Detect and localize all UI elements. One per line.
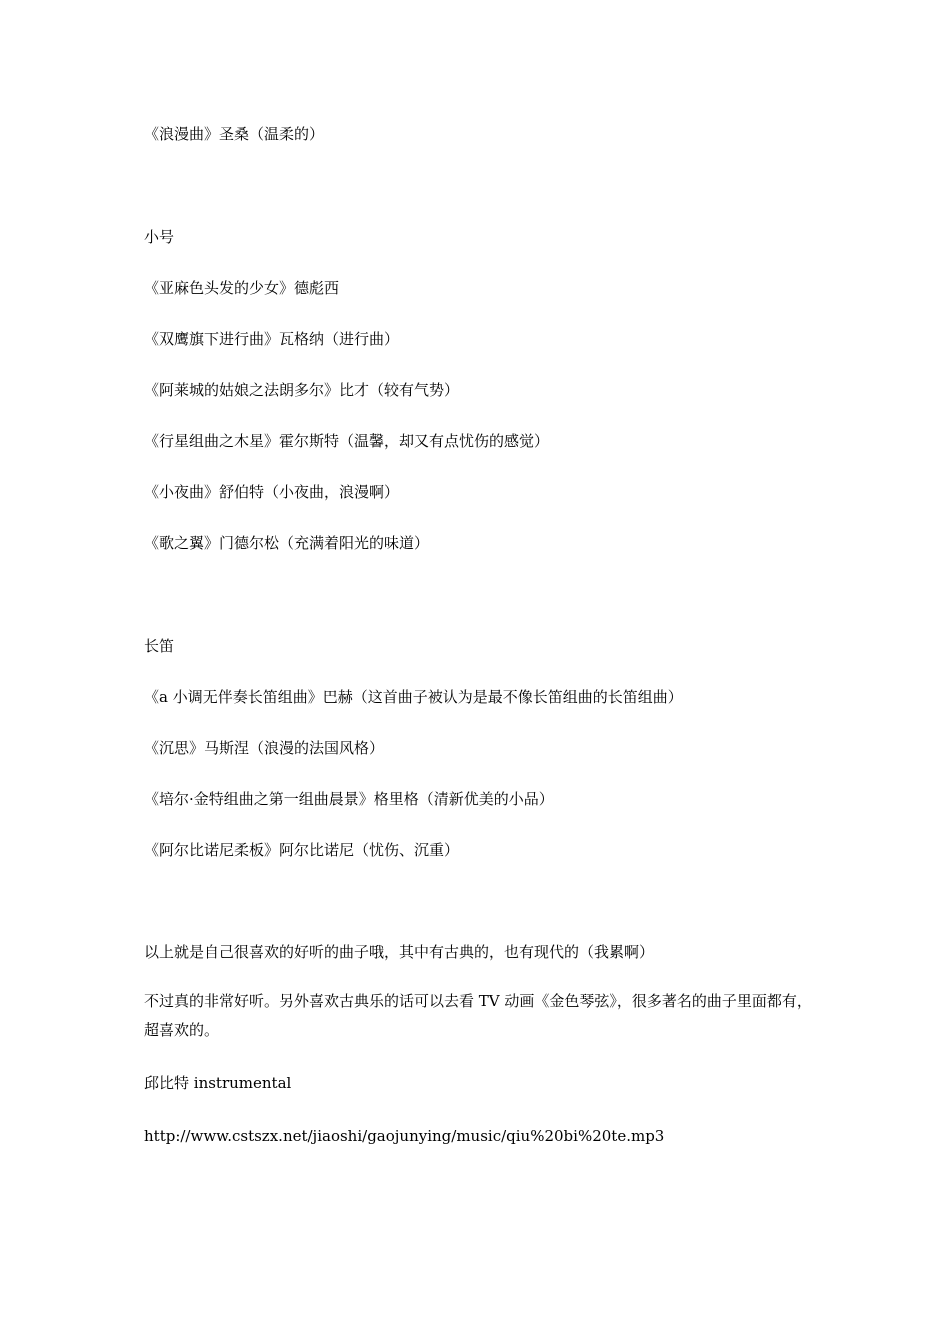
romance-line: 《浪漫曲》圣桑（温柔的） bbox=[144, 125, 325, 143]
trumpet-item: 《行星组曲之木星》霍尔斯特（温馨，却又有点忧伤的感觉） bbox=[144, 432, 550, 450]
summary-text: 以上就是自己很喜欢的好听的曲子哦，其中有古典的，也有现代的（我累啊） bbox=[144, 943, 655, 961]
trumpet-item: 《亚麻色头发的少女》德彪西 bbox=[144, 279, 340, 297]
trumpet-item: 《歌之翼》门德尔松（充满着阳光的味道） bbox=[144, 534, 430, 552]
trumpet-item: 《小夜曲》舒伯特（小夜曲，浪漫啊） bbox=[144, 483, 400, 501]
flute-item: 《阿尔比诺尼柔板》阿尔比诺尼（忧伤、沉重） bbox=[144, 841, 460, 859]
note-paragraph: 不过真的非常好听。另外喜欢古典乐的话可以去看 TV 动画《金色琴弦》，很多著名的曲子里面都有，超喜欢的。 bbox=[144, 992, 812, 1039]
flute-item: 《a 小调无伴奏长笛组曲》巴赫（这首曲子被认为是最不像长笛组曲的长笛组曲） bbox=[144, 688, 683, 706]
flute-item: 《沉思》马斯涅（浪漫的法国风格） bbox=[144, 739, 385, 757]
trumpet-item: 《双鹰旗下进行曲》瓦格纳（进行曲） bbox=[144, 330, 400, 348]
trumpet-item: 《阿莱城的姑娘之法朗多尔》比才（较有气势） bbox=[144, 381, 460, 399]
flute-heading: 长笛 bbox=[144, 637, 175, 655]
trumpet-heading: 小号 bbox=[144, 228, 175, 246]
mp3-link[interactable]: http://www.cstszx.net/jiaoshi/gaojunying/music/qiu%20bi%20te.mp3 bbox=[144, 1127, 665, 1145]
song-title: 邱比特 instrumental bbox=[144, 1074, 292, 1092]
flute-item: 《培尔·金特组曲之第一组曲晨景》格里格（清新优美的小品） bbox=[144, 790, 554, 808]
